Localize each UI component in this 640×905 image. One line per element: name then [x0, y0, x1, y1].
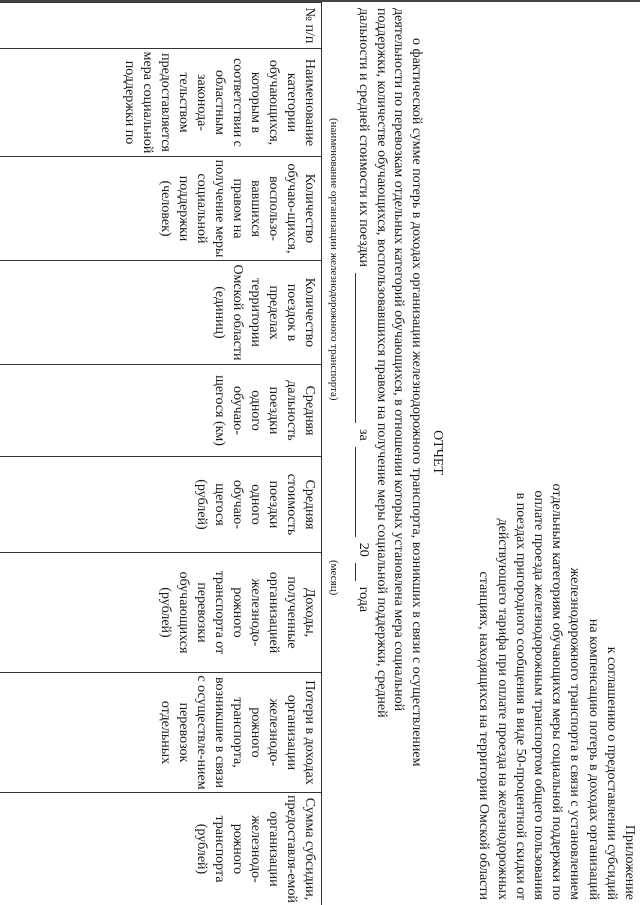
- table-header-cell: № п/п: [0, 3, 322, 49]
- appendix-line: на компенсацию потерь в доходах организаций: [585, 618, 601, 900]
- intro-line: деятельности по перевозкам отдельных категорий обучающихся, в отношении которых установлена мера социальной: [391, 8, 407, 712]
- table-header-cell: Количество обучаю-щихся, воспользо-вавшихся правом на получение меры социальной поддержки (человек): [0, 157, 322, 261]
- org-name-blank: [355, 273, 370, 423]
- month-label: (месяц): [328, 560, 340, 596]
- year-blank: [355, 563, 370, 581]
- year-suffix: года: [356, 586, 372, 613]
- report-intro: [355, 8, 425, 898]
- table-header-cell: Сумма субсидии, предоставля-емой организации железнодо-рожного транспорта (рублей): [0, 793, 322, 905]
- table-header-cell: Количество поездок в пределах территории Омской области (единиц): [0, 261, 322, 365]
- intro-line: о фактической сумме потерь в доходах организации железнодорожного транспорта, возникших в связи с осуществлением: [409, 38, 424, 767]
- report-table: [0, 2, 322, 905]
- intro-line: поддержки, количестве обучающихся, воспользовавшихся правом на получение меры социальной поддержки, средней: [374, 8, 389, 718]
- appendix-line: Приложение: [622, 824, 637, 900]
- table-header-cell: Средняя дальность поездки одного обучаю-щегося (км): [0, 365, 322, 457]
- appendix-line: в поездах пригородного сообщения в виде 50-процентной скидки от: [512, 492, 528, 900]
- table-header-cell: Наименование категории обучающихся, которым в соответствии с областным законода-тельством предоставляется мера социальной поддержки по: [0, 49, 322, 157]
- appendix-header: [474, 480, 638, 900]
- table-header-row: [0, 3, 322, 905]
- appendix-line: станциях, находящихся на территории Омской области: [476, 571, 492, 900]
- report-title: ОТЧЕТ: [430, 430, 445, 475]
- appendix-line: действующего тарифа при оплате проезда на железнодорожных: [494, 518, 510, 900]
- month-blank: [355, 447, 370, 537]
- intro-line: дальности и средней стоимости их поездки: [356, 8, 372, 267]
- org-name-label: (наименование организации железнодорожного транспорта): [328, 118, 340, 401]
- appendix-line: железнодорожного транспорта в связи с установлением: [567, 567, 583, 900]
- table-header-cell: Потери в доходах организации железнодо-рожного транспорта, возникшие в связи с осуществле-нием перевозок отдельных: [0, 673, 322, 793]
- year-prefix: 20: [356, 542, 372, 557]
- table-header-cell: Доходы, полученные организацией железнодо-рожного транспорта от перевозки обучающихся (рублей): [0, 553, 322, 673]
- appendix-line: к соглашению о предоставлении субсидий: [603, 646, 619, 900]
- appendix-line: оплате проезда железнодорожным транспортом общего пользования: [530, 490, 546, 900]
- table-header-cell: Средняя стоимость поездки одного обучаю-щегося (рублей): [0, 457, 322, 553]
- report-table-container: [0, 2, 322, 905]
- appendix-line: отдельным категориям обучающихся меры социальной поддержки по: [549, 483, 565, 900]
- intro-line-period: [355, 8, 373, 898]
- period-prefix: за: [356, 428, 372, 441]
- scan-edge-line: [0, 0, 640, 2]
